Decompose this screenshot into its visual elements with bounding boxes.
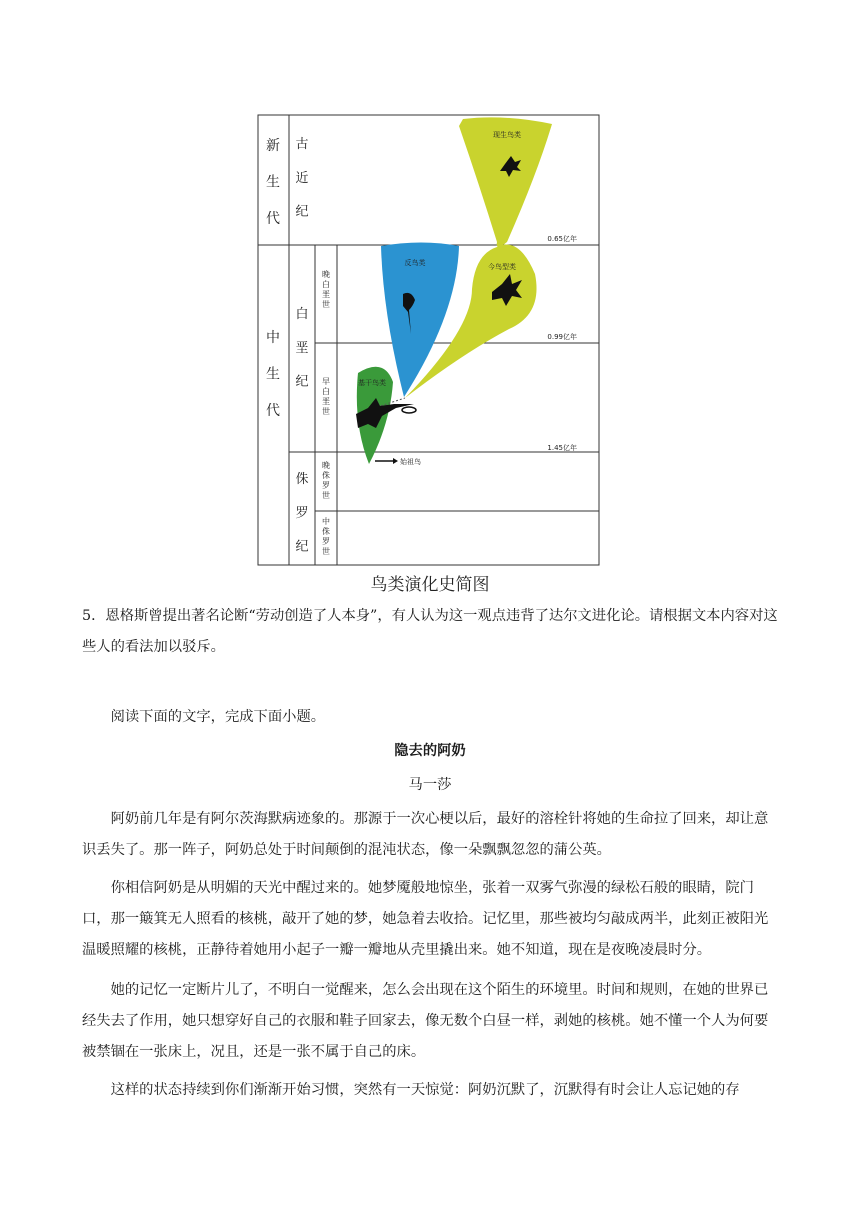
period-paleogene: 古近纪 (295, 137, 309, 220)
time-label-0-99: 0.99亿年 (547, 333, 577, 341)
epoch-early-cretaceous: 早白垩世 (322, 377, 330, 416)
article-author: 马一莎 (408, 777, 452, 793)
article-paragraph-4: 这样的状态持续到你们渐渐开始习惯，突然有一天惊觉：阿奶沉默了，沉默得有时会让人忘记她的存 (110, 1082, 740, 1098)
epoch-late-cretaceous: 晚白垩世 (322, 270, 330, 309)
era-mesozoic: 中生代 (266, 330, 280, 419)
article-paragraph-3: 她的记忆一定断片儿了，不明白一觉醒来，怎么会出现在这个陌生的环境里。时间和规则，在她的世界已经失去了作用，她只想穿好自己的衣服和鞋子回家去，像无数个白昼一样，剥她的核桃。她不懂一个人为何要被禁锢在一张床上，况且，还是一张不属于自己的床。 (82, 982, 769, 1060)
article-title: 隐去的阿奶 (394, 743, 466, 759)
label-basal-birds: 基干鸟类 (358, 379, 386, 387)
article-paragraph-1: 阿奶前几年是有阿尔茨海默病迹象的。那源于一次心梗以后，最好的溶栓针将她的生命拉了回来，却让意识丢失了。那一阵子，阿奶总处于时间颠倒的混沌状态，像一朵飘飘忽忽的蒲公英。 (82, 811, 769, 858)
era-cenozoic: 新生代 (266, 138, 280, 227)
time-label-1-45: 1.45亿年 (547, 444, 577, 452)
period-jurassic: 侏罗纪 (295, 472, 309, 555)
reading-instruction: 阅读下面的文字，完成下面小题。 (110, 709, 326, 725)
label-enantiornithes: 反鸟类 (404, 259, 426, 267)
epoch-late-jurassic: 晚侏罗世 (322, 461, 330, 500)
article-paragraph-2: 你相信阿奶是从明媚的天光中醒过来的。她梦魇般地惊坐，张着一双雾气弥漫的绿松石般的眼睛，院门口，那一簸箕无人照看的核桃，敲开了她的梦，她急着去收拾。记忆里，那些被均匀敲成两半，此刻正被阳光温暖照耀的核桃，正静待着她用小起子一瓣一瓣地从壳里撬出来。她不知道，现在是夜晚凌晨时分。 (82, 880, 769, 958)
label-ornithuromorpha: 今鸟型类 (488, 263, 516, 271)
label-modern-birds: 现生鸟类 (493, 131, 521, 139)
time-label-0-65: 0.65亿年 (547, 235, 577, 243)
figure-caption: 鸟类演化史简图 (370, 575, 490, 595)
question-5: 5．恩格斯曾提出著名论断“劳动创造了人本身”，有人认为这一观点违背了达尔文进化论。请根据文本内容对这些人的看法加以驳斥。 (82, 608, 778, 655)
epoch-middle-jurassic: 中侏罗世 (322, 517, 330, 556)
bird-evolution-figure (257, 114, 601, 566)
period-cretaceous: 白垩纪 (295, 307, 309, 390)
label-archaeopteryx: 始祖鸟 (400, 458, 421, 466)
